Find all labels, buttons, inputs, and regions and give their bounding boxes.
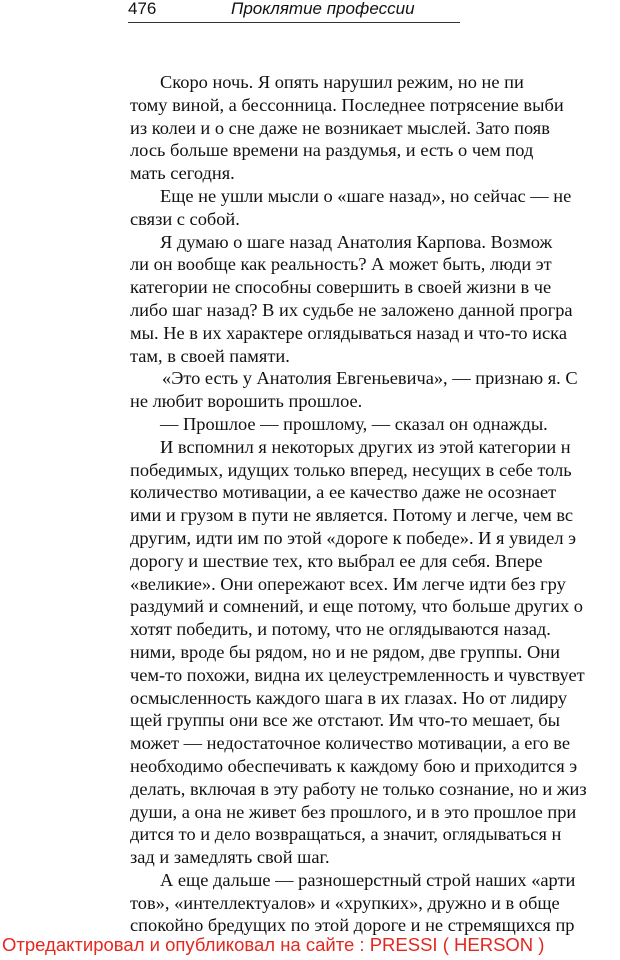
text-line: категории не способны совершить в своей жизни в че: [130, 277, 552, 298]
text-line: там, в своей памяти.: [130, 345, 290, 366]
publisher-footer[interactable]: Отредактировал и опубликовал на сайте : PRESSI ( HERSON ): [2, 934, 545, 955]
text-line: «Это есть у Анатолия Евгеньевича», — признаю я. С: [162, 368, 578, 389]
text-line: спокойно бредущих по этой дороге и не стремящихся пр: [130, 915, 575, 936]
text-line: щей группы они все же отстают. Им что-то мешает, бы: [130, 710, 560, 731]
text-line: — Прошлое — прошлому, — сказал он однажды.: [160, 413, 548, 434]
text-line: Скоро ночь. Я опять нарушил режим, но не пи: [160, 72, 524, 92]
text-line: лось больше времени на раздумья, и есть о чем под: [130, 140, 534, 161]
running-title: Проклятие профессии: [231, 0, 415, 18]
text-line: либо шаг назад? В их судьбе не заложено данной програ: [130, 299, 573, 320]
text-line: «великие». Они опережают всех. Им легче идти без гру: [130, 573, 566, 594]
text-line: другим, идти им по этой «дороге к победе». И я увидел э: [130, 527, 576, 548]
text-line: мы. Не в их характере оглядываться назад и что-то иска: [130, 322, 567, 343]
text-line: победимых, идущих только вперед, несущих в себе толь: [130, 459, 572, 480]
text-line: Я думаю о шаге назад Анатолия Карпова. Возмож: [160, 231, 553, 252]
text-line: из колеи и о сне даже не возникает мыслей. Зато появ: [130, 117, 550, 138]
text-line: Еще не ушли мысли о «шаге назад», но сейчас — не: [160, 185, 572, 206]
text-line: осмысленность каждого шага в их глазах. Но от лидиру: [130, 687, 568, 708]
text-line: зад и замедлять свой шаг.: [130, 847, 330, 868]
text-line: ними, вроде бы рядом, но и не рядом, две группы. Они: [130, 641, 560, 662]
text-line: необходимо обеспечивать к каждому бою и приходится э: [130, 755, 578, 776]
text-line: хотят победить, и потому, что не оглядываются назад.: [130, 619, 551, 640]
text-line: тов», «интеллектуалов» и «хрупких», дружно и в обще: [130, 892, 560, 913]
text-line: ими и грузом в пути не является. Потому и легче, чем вс: [130, 505, 574, 526]
text-line: раздумий и сомнений, и еще потому, что больше других о: [130, 596, 583, 617]
text-line: количество мотивации, а ее качество даже не осознает: [130, 482, 557, 503]
page-number: 476: [128, 0, 157, 18]
text-line: А еще дальше — разношерстный строй наших «арти: [160, 869, 576, 890]
text-line: мать сегодня.: [130, 163, 235, 184]
text-line: связи с собой.: [130, 208, 240, 229]
text-line: И вспомнил я некоторых других из этой категории н: [160, 436, 571, 457]
text-line: ли он вообще как реальность? А может быть, люди эт: [130, 254, 552, 275]
text-line: дорогу и шествие тех, кто выбрал ее для себя. Впере: [130, 550, 543, 571]
text-body: [130, 71, 620, 937]
running-header: [128, 0, 460, 23]
text-line: души, а она не живет без прошлого, и в это прошлое при: [130, 801, 577, 822]
text-line: не любит ворошить прошлое.: [130, 391, 363, 412]
text-line: делать, включая в эту работу не только сознание, но и жиз: [130, 778, 587, 799]
text-line: может — недостаточное количество мотивации, а его ве: [130, 733, 571, 754]
text-line: чем-то похожи, видна их целеустремленность и чувствует: [130, 664, 585, 685]
text-line: тому виной, а бессонница. Последнее потрясение выби: [130, 94, 564, 115]
text-line: дится то и дело возвращаться, а значит, оглядываться н: [130, 824, 562, 845]
